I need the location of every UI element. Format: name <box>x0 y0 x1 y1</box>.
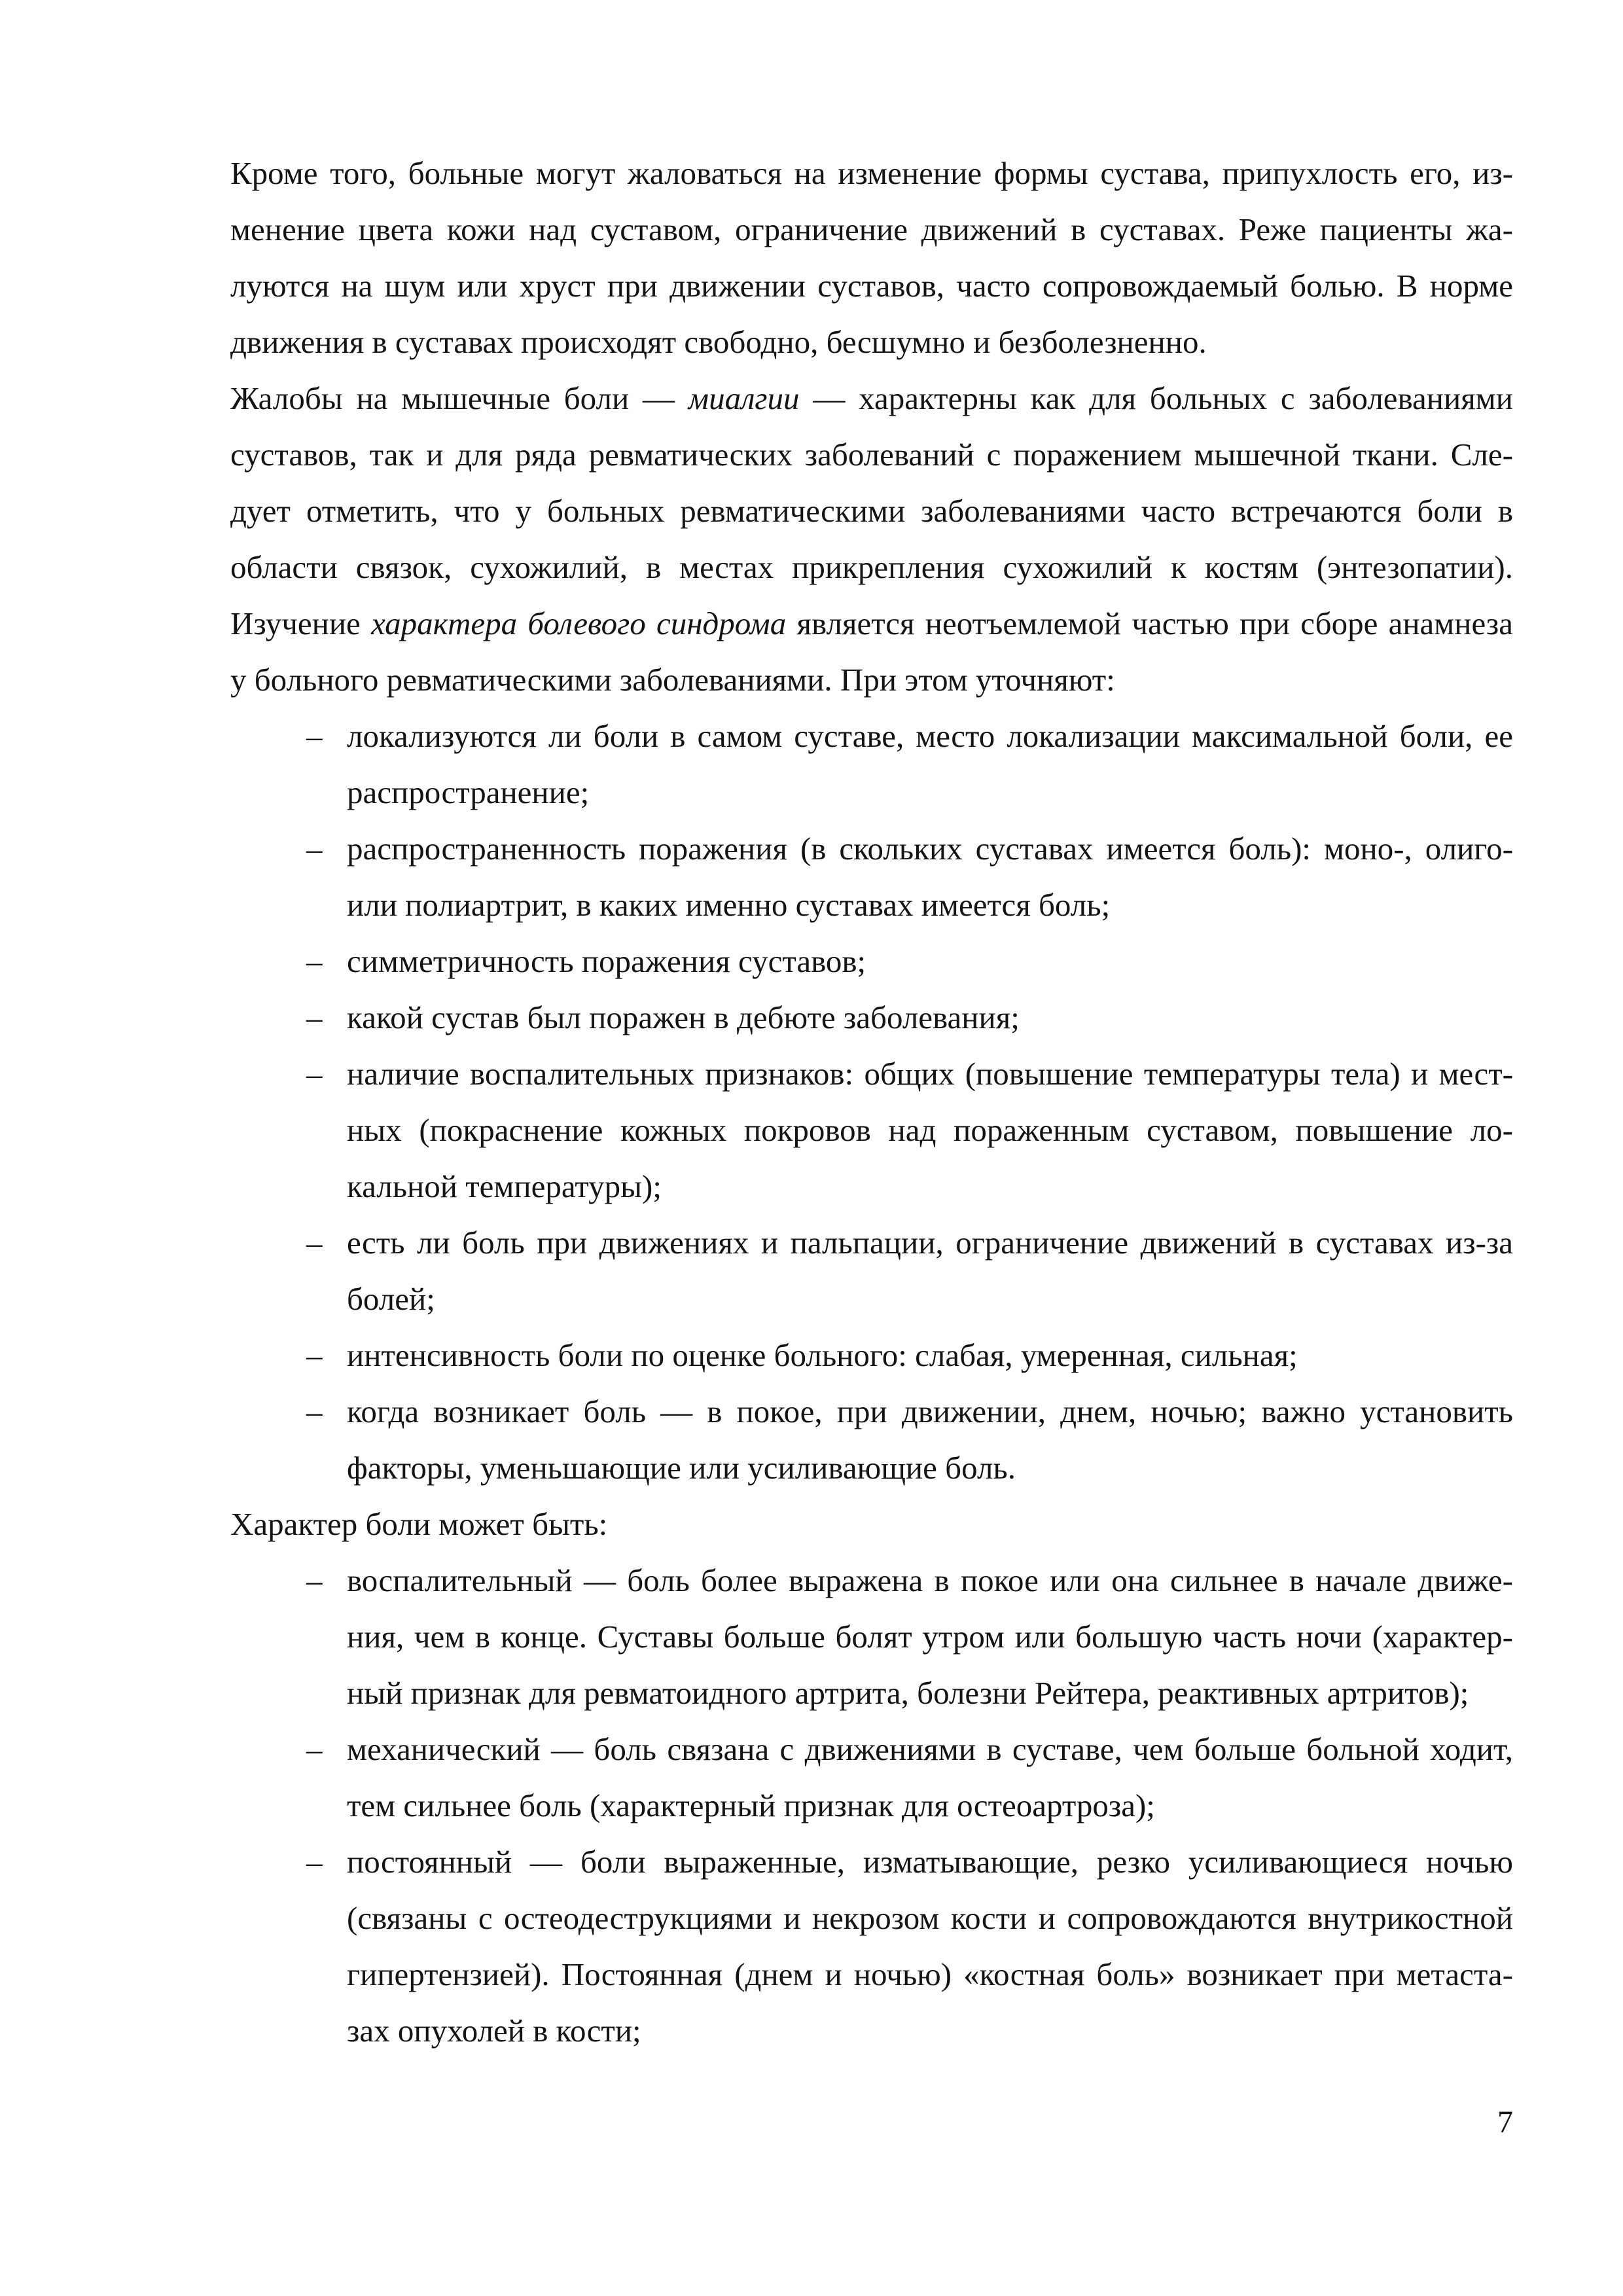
text-run: — характерны как для больных с заболеваниями <box>799 380 1513 416</box>
italic-term-pain-syndrome: характера болевого синдрома <box>371 605 787 641</box>
list-1-item-8-line-1: когда возникает боль — в покое, при движении, днем, ночью; важно установить <box>347 1393 1513 1429</box>
list-2-item-3-line-2: (связаны с остеодеструкциями и некрозом кости и сопровождаются внутрикостной <box>347 1900 1513 1936</box>
list-1-item-6-line-2: болей; <box>347 1281 435 1317</box>
list-1-item-2-line-1: распространенность поражения (в скольких суставах имеется боль): моно-, олиго- <box>347 831 1513 867</box>
paragraph-2-line-4: области связок, сухожилий, в местах прикрепления сухожилий к костям (энтезопатии). <box>230 549 1513 585</box>
paragraph-2-line-1 <box>230 370 1513 427</box>
list-bullet-dash: – <box>306 1844 323 1880</box>
list-bullet-dash: – <box>306 943 323 979</box>
list-bullet-dash: – <box>306 1562 323 1598</box>
list-bullet-dash: – <box>306 1731 323 1767</box>
paragraph-1-line-4: движения в суставах происходят свободно, бесшумно и безболезненно. <box>230 324 1207 360</box>
list-2-item-1-line-1: воспалительный — боль более выражена в покое или она сильнее в начале движе- <box>347 1562 1513 1598</box>
text-run: Жалобы на мышечные боли — <box>230 380 688 416</box>
list-2-item-1-line-3: ный признак для ревматоидного артрита, болезни Рейтера, реактивных артритов); <box>347 1675 1469 1711</box>
list-bullet-dash: – <box>306 1337 323 1373</box>
list-1-item-8-line-2: факторы, уменьшающие или усиливающие боль. <box>347 1450 1016 1486</box>
list-2-item-2-line-2: тем сильнее боль (характерный признак для остеоартроза); <box>347 1787 1155 1823</box>
list-1-item-2-line-2: или полиартрит, в каких именно суставах имеется боль; <box>347 887 1111 923</box>
paragraph-3-line-1: Характер боли может быть: <box>230 1506 608 1542</box>
italic-term-myalgia: миалгии <box>688 380 800 416</box>
list-1-item-3-line-1: симметричность поражения суставов; <box>347 943 866 979</box>
paragraph-2-line-2: суставов, так и для ряда ревматических заболеваний с поражением мышечной ткани. Сле- <box>230 437 1513 473</box>
list-bullet-dash: – <box>306 1393 323 1429</box>
list-2-item-3-line-1: постоянный — боли выраженные, изматывающие, резко усиливающиеся ночью <box>347 1844 1513 1880</box>
list-1-item-6-line-1: есть ли боль при движениях и пальпации, ограничение движений в суставах из-за <box>347 1225 1513 1261</box>
text-run: является неотъемлемой частью при сборе анамнеза <box>786 605 1513 641</box>
text-run: Изучение <box>230 605 372 641</box>
list-bullet-dash: – <box>306 999 323 1035</box>
list-2-item-3-line-3: гипертензией). Постоянная (днем и ночью) «костная боль» возникает при метаста- <box>347 1956 1513 1992</box>
list-1-item-5-line-1: наличие воспалительных признаков: общих (повышение температуры тела) и мест- <box>347 1056 1513 1092</box>
list-1-item-1-line-1: локализуются ли боли в самом суставе, место локализации максимальной боли, ее <box>347 718 1513 754</box>
list-bullet-dash: – <box>306 1056 323 1092</box>
paragraph-1-line-2: менение цвета кожи над суставом, ограничение движений в суставах. Реже пациенты жа- <box>230 211 1513 247</box>
list-1-item-7-line-1: интенсивность боли по оценке больного: слабая, умеренная, сильная; <box>347 1337 1298 1373</box>
paragraph-2-line-3: дует отметить, что у больных ревматическими заболеваниями часто встречаются боли в <box>230 493 1513 529</box>
list-1-item-5-line-3: кальной температуры); <box>347 1168 662 1204</box>
list-1-item-4-line-1: какой сустав был поражен в дебюте заболевания; <box>347 999 1020 1035</box>
list-bullet-dash: – <box>306 831 323 867</box>
list-2-item-1-line-2: ния, чем в конце. Суставы больше болят утром или большую часть ночи (характер- <box>347 1619 1513 1655</box>
paragraph-2-line-6: у больного ревматическими заболеваниями. При этом уточняют: <box>230 662 1115 698</box>
list-bullet-dash: – <box>306 1225 323 1261</box>
page-number: 7 <box>1497 2105 1513 2140</box>
paragraph-1-line-3: луются на шум или хруст при движении суставов, часто сопровождаемый болью. В норме <box>230 268 1513 304</box>
paragraph-2-line-5 <box>230 596 1513 652</box>
list-2-item-2-line-1: механический — боль связана с движениями в суставе, чем больше больной ходит, <box>347 1731 1513 1767</box>
list-1-item-5-line-2: ных (покраснение кожных покровов над пораженным суставом, повышение ло- <box>347 1112 1513 1148</box>
list-bullet-dash: – <box>306 718 323 754</box>
list-1-item-1-line-2: распространение; <box>347 774 590 810</box>
paragraph-1-line-1: Кроме того, больные могут жаловаться на изменение формы сустава, припухлость его, из- <box>230 155 1513 191</box>
list-2-item-3-line-4: зах опухолей в кости; <box>347 2013 641 2049</box>
